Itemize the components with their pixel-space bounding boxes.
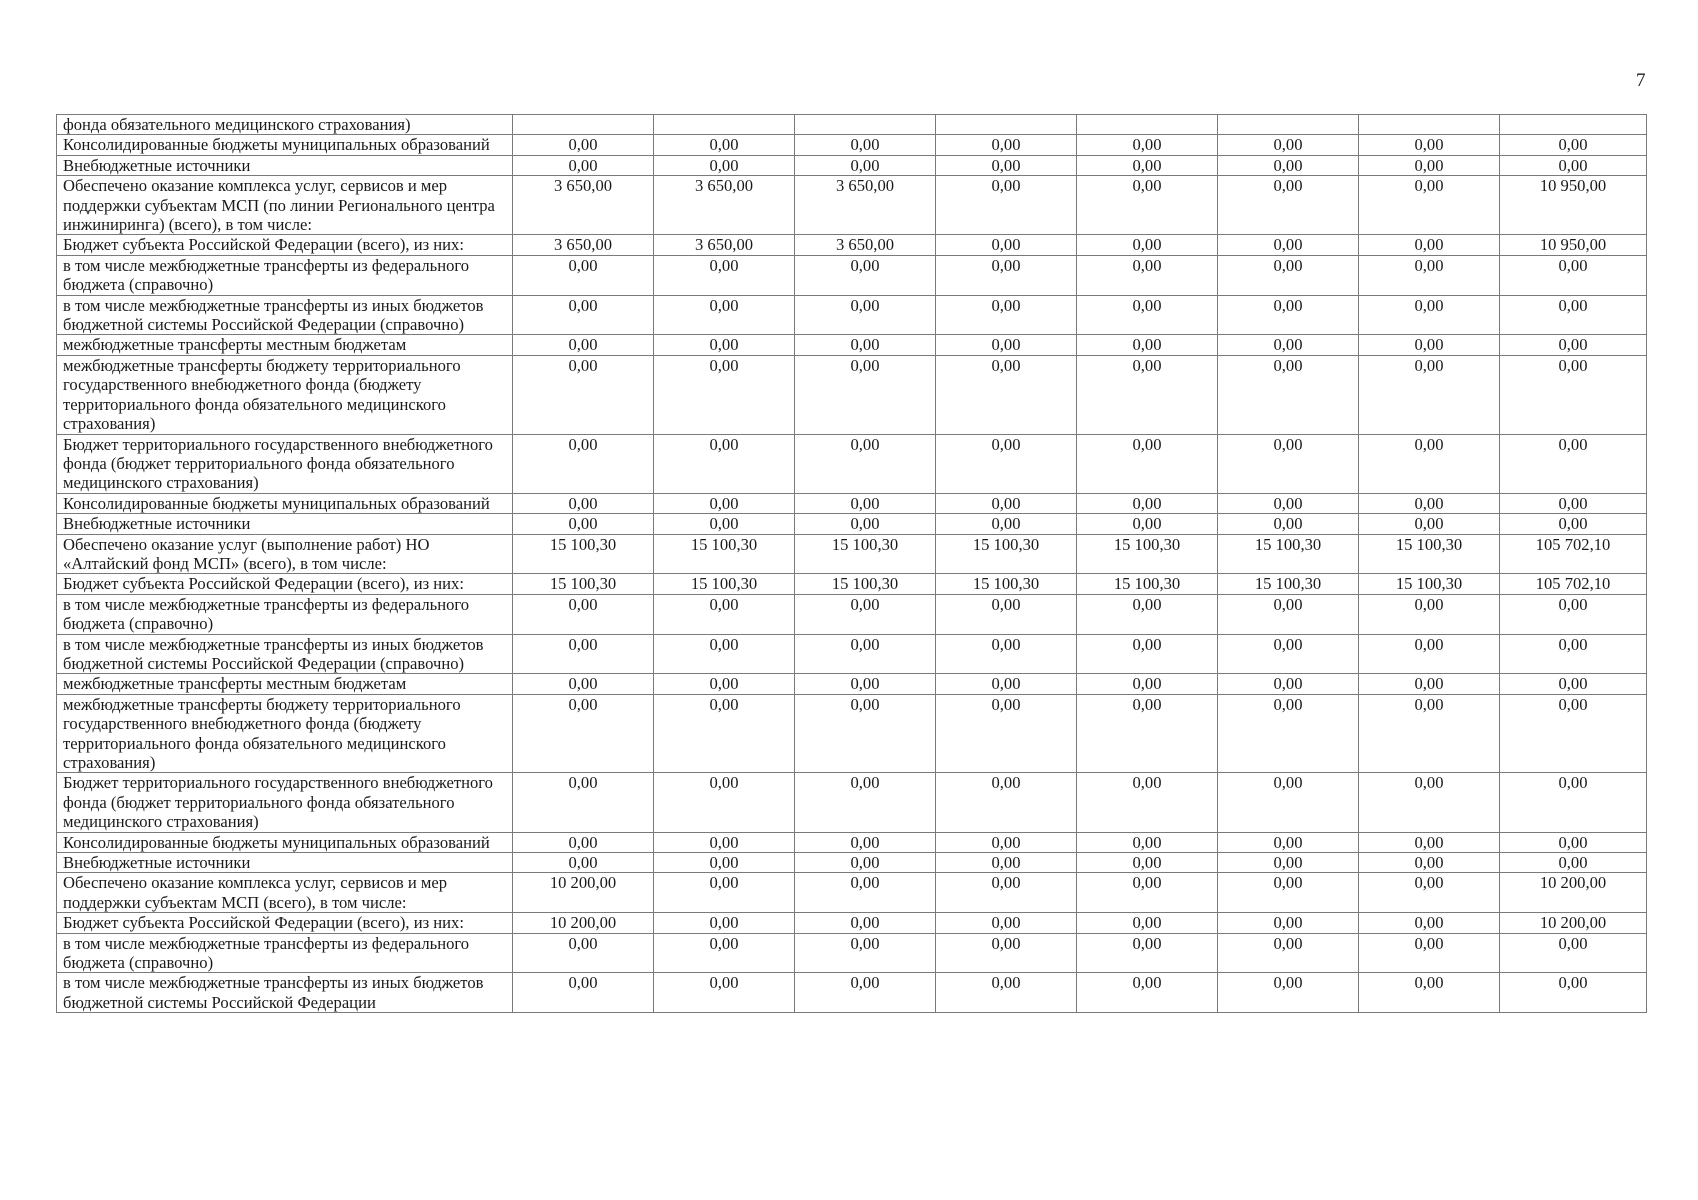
value-cell: 0,00 [795,295,936,335]
value-cell [1077,115,1218,135]
value-cell: 0,00 [936,634,1077,674]
value-cell: 0,00 [1218,853,1359,873]
value-cell: 0,00 [513,773,654,832]
table-row [57,335,1647,355]
value-cell: 0,00 [795,973,936,1013]
value-cell: 0,00 [654,973,795,1013]
value-cell: 0,00 [936,155,1077,175]
value-cell: 0,00 [654,295,795,335]
value-cell: 0,00 [936,913,1077,933]
value-cell: 15 100,30 [795,534,936,574]
value-cell: 15 100,30 [513,534,654,574]
value-cell: 0,00 [654,933,795,973]
value-cell: 0,00 [1359,773,1500,832]
value-cell: 0,00 [1218,335,1359,355]
value-cell: 0,00 [936,355,1077,434]
value-cell: 0,00 [1359,135,1500,155]
value-cell [513,115,654,135]
value-cell: 0,00 [1500,674,1647,694]
value-cell: 0,00 [1218,694,1359,773]
value-cell: 0,00 [654,674,795,694]
table-row [57,235,1647,255]
table-row [57,355,1647,434]
value-cell: 0,00 [513,634,654,674]
table-row [57,534,1647,574]
value-cell: 10 200,00 [1500,913,1647,933]
value-cell: 0,00 [1500,135,1647,155]
table-row [57,155,1647,175]
value-cell: 0,00 [936,135,1077,155]
value-cell: 0,00 [936,594,1077,634]
value-cell: 0,00 [654,493,795,513]
row-label-cell: Обеспечено оказание комплекса услуг, сервисов и мер поддержки субъектам МСП (всего), в том числе: [57,873,513,913]
value-cell: 15 100,30 [795,574,936,594]
value-cell: 0,00 [1500,694,1647,773]
value-cell: 0,00 [1359,853,1500,873]
value-cell: 0,00 [1077,335,1218,355]
value-cell [1359,115,1500,135]
value-cell: 0,00 [1359,295,1500,335]
value-cell: 15 100,30 [1218,534,1359,574]
value-cell: 0,00 [1218,634,1359,674]
value-cell: 0,00 [654,832,795,852]
value-cell: 0,00 [795,853,936,873]
value-cell: 0,00 [795,434,936,493]
value-cell: 0,00 [795,913,936,933]
value-cell: 0,00 [1077,913,1218,933]
row-label-cell: межбюджетные трансферты бюджету территориального государственного внебюджетного фонда (бюджету территориального фонда обязательного медицинского страхования) [57,694,513,773]
row-label-cell: Бюджет субъекта Российской Федерации (всего), из них: [57,235,513,255]
value-cell: 0,00 [1218,295,1359,335]
table-row [57,873,1647,913]
value-cell: 0,00 [1077,832,1218,852]
value-cell: 0,00 [936,773,1077,832]
value-cell: 0,00 [936,493,1077,513]
value-cell: 15 100,30 [654,534,795,574]
value-cell: 0,00 [1218,933,1359,973]
table-row [57,493,1647,513]
table-row [57,694,1647,773]
row-label-cell: фонда обязательного медицинского страхования) [57,115,513,135]
row-label-cell: Бюджет субъекта Российской Федерации (всего), из них: [57,574,513,594]
value-cell: 0,00 [1077,135,1218,155]
table-row [57,634,1647,674]
value-cell: 0,00 [1359,155,1500,175]
row-label-cell: Внебюджетные источники [57,155,513,175]
value-cell: 15 100,30 [1077,574,1218,594]
value-cell: 0,00 [936,873,1077,913]
value-cell: 15 100,30 [936,534,1077,574]
value-cell: 0,00 [795,493,936,513]
value-cell [654,115,795,135]
value-cell: 0,00 [1077,235,1218,255]
row-label-cell: в том числе межбюджетные трансферты из федерального бюджета (справочно) [57,255,513,295]
value-cell: 0,00 [1359,933,1500,973]
value-cell: 0,00 [795,873,936,913]
value-cell: 0,00 [654,335,795,355]
page-number: 7 [1636,70,1646,91]
value-cell: 0,00 [1218,832,1359,852]
value-cell: 0,00 [795,634,936,674]
value-cell: 10 200,00 [1500,873,1647,913]
value-cell: 0,00 [513,853,654,873]
value-cell: 0,00 [1077,434,1218,493]
value-cell: 0,00 [795,155,936,175]
value-cell: 0,00 [1359,634,1500,674]
value-cell: 0,00 [1359,514,1500,534]
value-cell: 0,00 [1218,135,1359,155]
value-cell: 0,00 [1218,514,1359,534]
table-row [57,773,1647,832]
value-cell: 0,00 [1359,434,1500,493]
value-cell: 0,00 [936,335,1077,355]
table-row [57,913,1647,933]
value-cell: 0,00 [795,694,936,773]
value-cell: 0,00 [936,295,1077,335]
value-cell [1500,115,1647,135]
value-cell: 0,00 [1500,853,1647,873]
value-cell: 0,00 [795,514,936,534]
budget-table [56,114,1647,1013]
value-cell: 0,00 [654,355,795,434]
table-row [57,115,1647,135]
value-cell: 0,00 [654,694,795,773]
value-cell: 15 100,30 [1359,534,1500,574]
value-cell: 0,00 [1500,832,1647,852]
value-cell: 105 702,10 [1500,574,1647,594]
value-cell: 0,00 [936,235,1077,255]
table-row [57,933,1647,973]
value-cell: 0,00 [1500,594,1647,634]
row-label-cell: Консолидированные бюджеты муниципальных образований [57,493,513,513]
value-cell: 0,00 [654,255,795,295]
value-cell: 3 650,00 [654,176,795,235]
value-cell: 0,00 [513,295,654,335]
value-cell: 15 100,30 [1218,574,1359,594]
value-cell: 0,00 [795,594,936,634]
row-label-cell: Консолидированные бюджеты муниципальных образований [57,832,513,852]
value-cell: 0,00 [936,832,1077,852]
row-label-cell: в том числе межбюджетные трансферты из федерального бюджета (справочно) [57,594,513,634]
table-row [57,135,1647,155]
value-cell: 15 100,30 [654,574,795,594]
row-label-cell: Бюджет территориального государственного внебюджетного фонда (бюджет территориального фонда обязательного медицинского страхования) [57,773,513,832]
table-row [57,255,1647,295]
value-cell: 0,00 [1359,493,1500,513]
value-cell: 0,00 [513,493,654,513]
value-cell: 0,00 [1077,155,1218,175]
row-label-cell: Обеспечено оказание услуг (выполнение работ) НО «Алтайский фонд МСП» (всего), в том числе: [57,534,513,574]
value-cell: 0,00 [1359,335,1500,355]
value-cell: 0,00 [513,155,654,175]
value-cell: 0,00 [654,873,795,913]
value-cell: 0,00 [1500,335,1647,355]
value-cell: 0,00 [1500,434,1647,493]
value-cell: 0,00 [513,434,654,493]
value-cell: 0,00 [1500,493,1647,513]
value-cell: 0,00 [1077,853,1218,873]
value-cell: 0,00 [1077,355,1218,434]
value-cell: 0,00 [936,853,1077,873]
value-cell: 0,00 [1077,873,1218,913]
row-label-cell: Внебюджетные источники [57,853,513,873]
value-cell: 0,00 [1218,773,1359,832]
value-cell: 0,00 [795,335,936,355]
value-cell: 0,00 [1077,634,1218,674]
table-row [57,832,1647,852]
value-cell: 0,00 [1218,973,1359,1013]
value-cell: 0,00 [513,933,654,973]
value-cell: 3 650,00 [513,176,654,235]
value-cell: 0,00 [1077,594,1218,634]
value-cell: 0,00 [1218,493,1359,513]
value-cell: 0,00 [654,594,795,634]
row-label-cell: Внебюджетные источники [57,514,513,534]
row-label-cell: межбюджетные трансферты местным бюджетам [57,335,513,355]
value-cell: 0,00 [513,594,654,634]
value-cell: 0,00 [795,135,936,155]
value-cell: 0,00 [1359,255,1500,295]
value-cell: 0,00 [1218,355,1359,434]
value-cell: 0,00 [1359,674,1500,694]
value-cell: 0,00 [795,674,936,694]
value-cell: 0,00 [1077,694,1218,773]
table-row [57,853,1647,873]
value-cell: 0,00 [513,694,654,773]
value-cell: 0,00 [513,255,654,295]
value-cell: 0,00 [936,255,1077,295]
row-label-cell: Обеспечено оказание комплекса услуг, сервисов и мер поддержки субъектам МСП (по линии Регионального центра инжиниринга) (всего), в том числе: [57,176,513,235]
value-cell: 0,00 [936,973,1077,1013]
value-cell: 0,00 [795,832,936,852]
value-cell: 0,00 [1218,235,1359,255]
row-label-cell: Консолидированные бюджеты муниципальных образований [57,135,513,155]
value-cell: 0,00 [654,434,795,493]
value-cell: 0,00 [1077,176,1218,235]
value-cell: 0,00 [1077,295,1218,335]
value-cell: 10 950,00 [1500,176,1647,235]
value-cell: 0,00 [654,155,795,175]
value-cell: 0,00 [1500,933,1647,973]
row-label-cell: межбюджетные трансферты местным бюджетам [57,674,513,694]
table-row [57,594,1647,634]
value-cell: 0,00 [936,176,1077,235]
value-cell: 0,00 [513,355,654,434]
value-cell: 0,00 [1218,434,1359,493]
value-cell: 0,00 [1218,176,1359,235]
value-cell: 0,00 [936,434,1077,493]
value-cell [795,115,936,135]
value-cell: 0,00 [795,933,936,973]
value-cell: 0,00 [1500,295,1647,335]
table-row [57,514,1647,534]
value-cell: 0,00 [1500,973,1647,1013]
value-cell: 0,00 [1077,773,1218,832]
value-cell: 3 650,00 [795,235,936,255]
value-cell: 0,00 [513,335,654,355]
row-label-cell: в том числе межбюджетные трансферты из иных бюджетов бюджетной системы Российской Федерации (справочно) [57,295,513,335]
value-cell: 0,00 [1359,594,1500,634]
table-row [57,674,1647,694]
value-cell: 0,00 [1077,973,1218,1013]
value-cell: 0,00 [1359,832,1500,852]
value-cell: 0,00 [1077,493,1218,513]
value-cell: 0,00 [654,634,795,674]
value-cell: 0,00 [654,773,795,832]
value-cell: 0,00 [1359,355,1500,434]
value-cell: 0,00 [936,514,1077,534]
value-cell: 0,00 [1500,634,1647,674]
value-cell: 0,00 [1500,773,1647,832]
value-cell: 0,00 [1077,255,1218,295]
value-cell: 15 100,30 [1359,574,1500,594]
value-cell: 0,00 [936,933,1077,973]
row-label-cell: в том числе межбюджетные трансферты из иных бюджетов бюджетной системы Российской Федерации [57,973,513,1013]
row-label-cell: в том числе межбюджетные трансферты из федерального бюджета (справочно) [57,933,513,973]
value-cell: 0,00 [654,514,795,534]
value-cell: 0,00 [936,674,1077,694]
value-cell: 0,00 [1359,913,1500,933]
value-cell: 10 200,00 [513,913,654,933]
value-cell: 0,00 [1218,873,1359,913]
value-cell: 0,00 [1218,255,1359,295]
value-cell: 0,00 [1359,176,1500,235]
value-cell: 0,00 [1500,514,1647,534]
value-cell: 0,00 [1359,873,1500,913]
value-cell: 15 100,30 [1077,534,1218,574]
value-cell: 0,00 [795,355,936,434]
value-cell: 0,00 [654,135,795,155]
table-row [57,574,1647,594]
value-cell: 0,00 [513,832,654,852]
value-cell: 3 650,00 [795,176,936,235]
value-cell: 15 100,30 [936,574,1077,594]
row-label-cell: в том числе межбюджетные трансферты из иных бюджетов бюджетной системы Российской Федерации (справочно) [57,634,513,674]
value-cell [1218,115,1359,135]
value-cell: 0,00 [1077,933,1218,973]
value-cell: 0,00 [654,853,795,873]
value-cell: 0,00 [513,135,654,155]
value-cell: 3 650,00 [513,235,654,255]
value-cell: 0,00 [513,674,654,694]
value-cell: 0,00 [795,773,936,832]
value-cell: 0,00 [1359,235,1500,255]
value-cell: 0,00 [1218,594,1359,634]
table-row [57,295,1647,335]
table-row [57,176,1647,235]
value-cell: 0,00 [654,913,795,933]
value-cell: 0,00 [936,694,1077,773]
value-cell: 0,00 [1500,155,1647,175]
value-cell: 0,00 [1218,155,1359,175]
table-row [57,973,1647,1013]
row-label-cell: Бюджет территориального государственного внебюджетного фонда (бюджет территориального фонда обязательного медицинского страхования) [57,434,513,493]
value-cell: 0,00 [1359,973,1500,1013]
row-label-cell: Бюджет субъекта Российской Федерации (всего), из них: [57,913,513,933]
value-cell: 3 650,00 [654,235,795,255]
value-cell: 15 100,30 [513,574,654,594]
row-label-cell: межбюджетные трансферты бюджету территориального государственного внебюджетного фонда (бюджету территориального фонда обязательного медицинского страхования) [57,355,513,434]
value-cell: 0,00 [1077,514,1218,534]
value-cell: 105 702,10 [1500,534,1647,574]
value-cell: 0,00 [1500,355,1647,434]
value-cell: 0,00 [1359,694,1500,773]
value-cell: 0,00 [513,514,654,534]
value-cell: 0,00 [1218,913,1359,933]
table-row [57,434,1647,493]
value-cell: 0,00 [795,255,936,295]
budget-table-body [57,115,1647,1013]
value-cell: 0,00 [1077,674,1218,694]
value-cell [936,115,1077,135]
value-cell: 0,00 [1218,674,1359,694]
value-cell: 10 950,00 [1500,235,1647,255]
value-cell: 0,00 [1500,255,1647,295]
value-cell: 10 200,00 [513,873,654,913]
value-cell: 0,00 [513,973,654,1013]
